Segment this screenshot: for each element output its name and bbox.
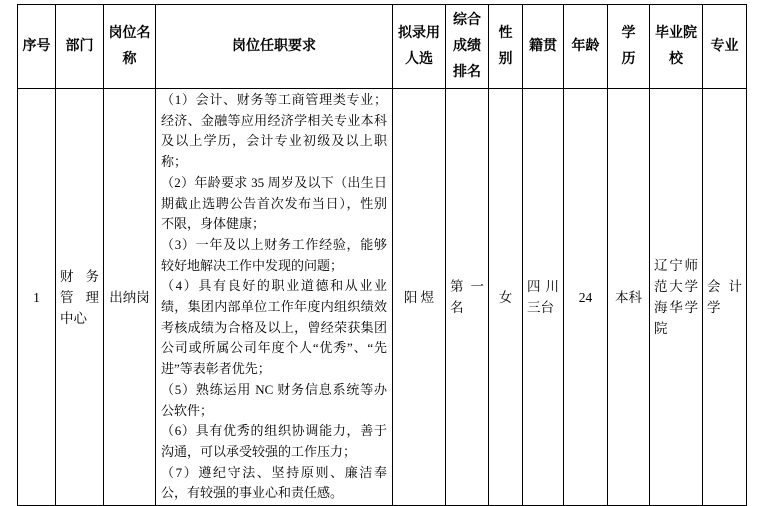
cell-native-place: 四川三台 <box>523 89 564 506</box>
header-education: 学历 <box>608 5 650 89</box>
requirement-item: （6）具有优秀的组织协调能力，善于沟通，可以承受较强的工作压力； <box>161 423 387 459</box>
cell-rank: 第一名 <box>446 89 489 506</box>
requirement-item: （3）一年及以上财务工作经验，能够较好地解决工作中发现的问题； <box>161 236 387 273</box>
recruitment-result-table <box>17 4 747 506</box>
cell-gender: 女 <box>489 89 523 506</box>
cell-serial: 1 <box>18 89 56 506</box>
table-header-row <box>18 5 747 89</box>
header-position-name: 岗位名称 <box>104 5 156 89</box>
header-gender: 性别 <box>489 5 523 89</box>
cell-education: 本科 <box>608 89 650 506</box>
header-rank: 综合成绩排名 <box>446 5 489 89</box>
cell-requirements <box>156 89 393 506</box>
cell-school: 辽宁师范大学海华学院 <box>650 89 703 506</box>
header-serial: 序号 <box>18 5 56 89</box>
header-major: 专业 <box>703 5 747 89</box>
cell-department: 财务管理中心 <box>56 89 104 506</box>
table-row <box>18 89 747 506</box>
requirement-item: （2）年龄要求 35 周岁及以下（出生日期截止选聘公告首次发布当日），性别不限，身体健康； <box>161 174 387 232</box>
header-native-place: 籍贯 <box>523 5 564 89</box>
cell-candidate: 阳 煜 <box>393 89 446 506</box>
header-requirements: 岗位任职要求 <box>156 5 393 89</box>
requirement-item: （5）熟练运用 NC 财务信息系统等办公软件； <box>161 381 387 418</box>
header-school: 毕业院校 <box>650 5 703 89</box>
header-candidate: 拟录用人选 <box>393 5 446 89</box>
header-age: 年龄 <box>564 5 608 89</box>
requirement-item: （4）具有良好的职业道德和从业业绩，集团内部单位工作年度内组织绩效考核成绩为合格及以上，曾经荣获集团公司或所属公司年度个人“优秀”、“先进”等表彰者优先； <box>161 278 387 377</box>
cell-position-name: 出纳岗 <box>104 89 156 506</box>
header-department: 部门 <box>56 5 104 89</box>
requirement-item: （7）遵纪守法、坚持原则、廉洁奉公，有较强的事业心和责任感。 <box>161 464 387 501</box>
cell-major: 会计学 <box>703 89 747 506</box>
requirement-item: （1）会计、财务等工商管理类专业；经济、金融等应用经济学相关专业本科及以上学历，会计专业初级及以上职称； <box>161 92 387 170</box>
cell-age: 24 <box>564 89 608 506</box>
